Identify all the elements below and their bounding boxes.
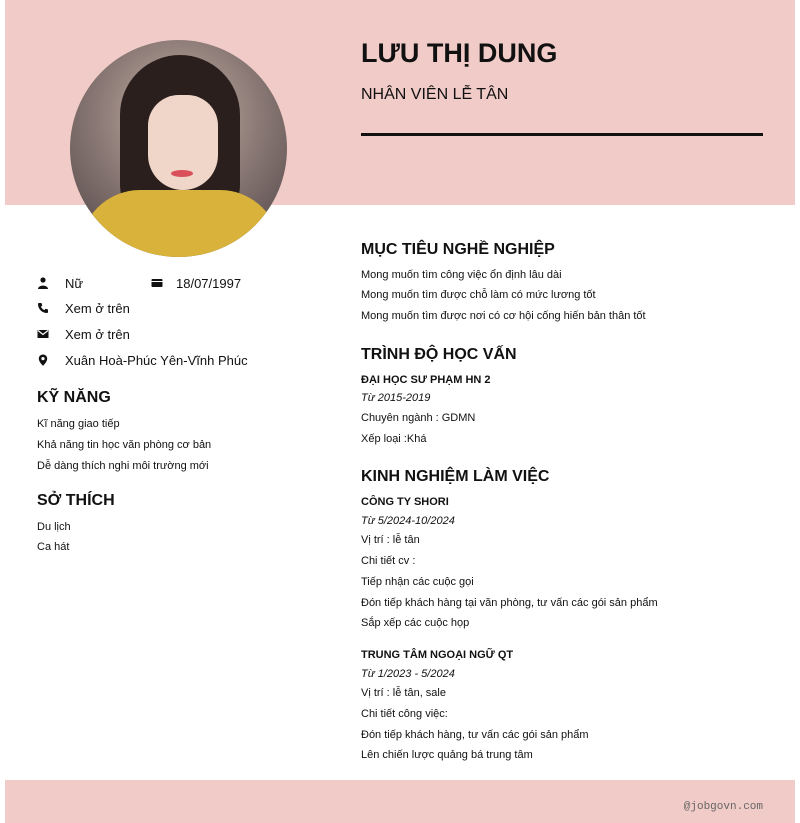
school-name: ĐẠI HỌC SƯ PHẠM HN 2: [361, 374, 491, 386]
phone-icon: [37, 302, 49, 314]
objective-item: Mong muốn tìm công việc ổn định lâu dài: [361, 269, 562, 281]
birthday-value: 18/07/1997: [176, 275, 242, 291]
job-detail: Chi tiết cv :: [361, 555, 416, 567]
job-detail: Vị trí : lễ tân: [361, 534, 420, 546]
header-divider: [361, 133, 763, 136]
contact-email: [37, 325, 130, 343]
gender-value: Nữ: [65, 275, 84, 291]
objective-item: Mong muốn tìm được chỗ làm có mức lương tốt: [361, 289, 596, 301]
envelope-icon: [37, 328, 49, 340]
skills-heading: KỸ NĂNG: [37, 389, 111, 406]
job-detail: Đón tiếp khách hàng tại văn phòng, tư vấn các gói sản phẩm: [361, 597, 658, 609]
company-name: CÔNG TY SHORI: [361, 496, 449, 508]
profile-photo: [70, 40, 287, 257]
education-heading: TRÌNH ĐỘ HỌC VẤN: [361, 346, 517, 363]
phone-value: Xem ở trên: [65, 300, 130, 316]
job-detail: Đón tiếp khách hàng, tư vấn các gói sản phẩm: [361, 729, 589, 741]
calendar-icon: [151, 277, 163, 289]
map-pin-icon: [37, 354, 49, 366]
skill-item: Kĩ năng giao tiếp: [37, 418, 120, 430]
contact-phone: [37, 299, 130, 317]
job-period: Từ 5/2024-10/2024: [361, 515, 455, 527]
footer-band: [5, 780, 795, 823]
email-value: Xem ở trên: [65, 326, 130, 342]
hobbies-heading: SỞ THÍCH: [37, 492, 115, 509]
objective-item: Mong muốn tìm được nơi có cơ hội cống hiến bản thân tốt: [361, 310, 646, 322]
education-grade: Xếp loại :Khá: [361, 433, 427, 445]
hobby-item: Ca hát: [37, 541, 70, 553]
job-detail: Tiếp nhận các cuộc gọi: [361, 576, 474, 588]
candidate-name: LƯU THỊ DUNG: [361, 38, 558, 68]
job-detail: Chi tiết công việc:: [361, 708, 448, 720]
company-name: TRUNG TÂM NGOẠI NGỮ QT: [361, 649, 514, 661]
person-icon: [37, 277, 49, 289]
objective-heading: MỤC TIÊU NGHỀ NGHIỆP: [361, 241, 555, 258]
watermark: @jobgovn.com: [683, 801, 763, 813]
job-detail: Lên chiến lược quảng bá trung tâm: [361, 749, 533, 761]
contact-address: [37, 351, 248, 369]
contact-birthday: [151, 274, 241, 292]
contact-gender: [37, 274, 83, 292]
job-detail: Vị trí : lễ tân, sale: [361, 687, 446, 699]
job-period: Từ 1/2023 - 5/2024: [361, 668, 455, 680]
hobby-item: Du lịch: [37, 521, 71, 533]
education-major: Chuyên ngành : GDMN: [361, 412, 476, 424]
experience-heading: KINH NGHIỆM LÀM VIỆC: [361, 468, 550, 485]
education-period: Từ 2015-2019: [361, 392, 431, 404]
skill-item: Khả năng tin học văn phòng cơ bản: [37, 439, 212, 451]
job-detail: Sắp xếp các cuộc họp: [361, 617, 470, 629]
address-value: Xuân Hoà-Phúc Yên-Vĩnh Phúc: [65, 352, 248, 368]
job-title: NHÂN VIÊN LỄ TÂN: [361, 86, 509, 103]
skill-item: Dễ dàng thích nghi môi trường mới: [37, 460, 209, 472]
